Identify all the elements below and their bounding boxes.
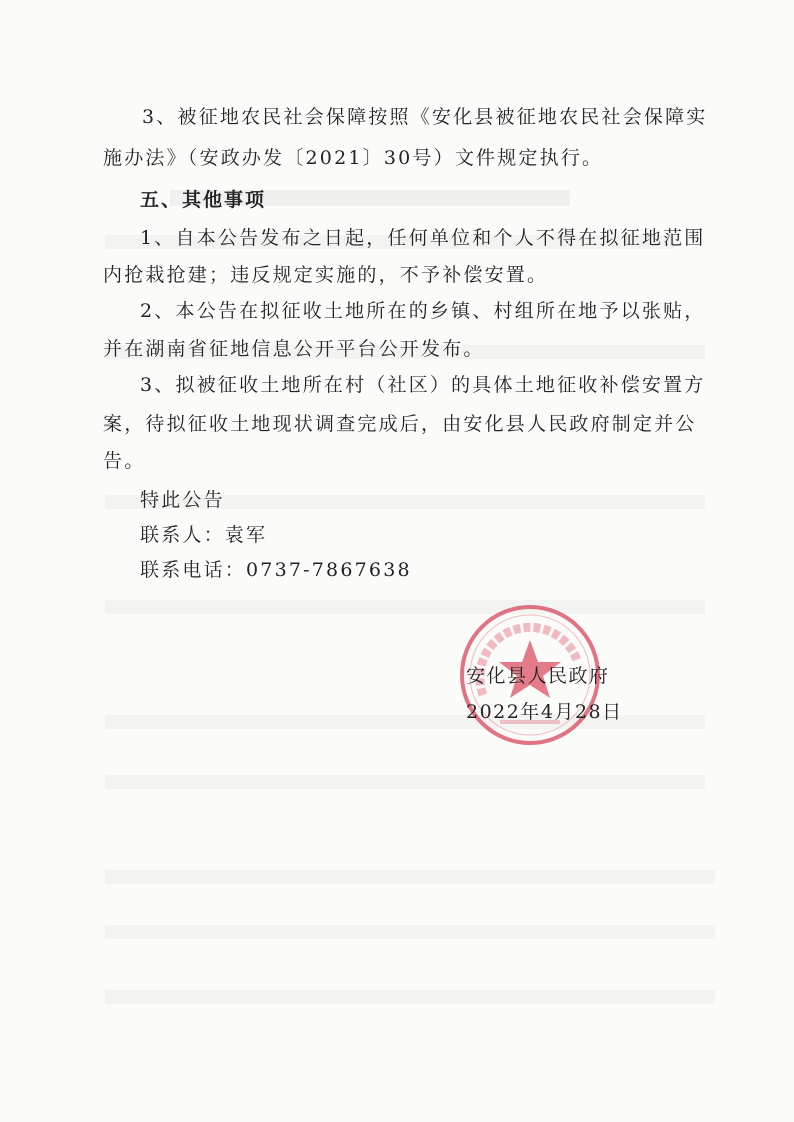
show-through-texture: [105, 775, 705, 789]
issuer-name: 安化县人民政府: [466, 665, 610, 687]
paragraph-line: 并在湖南省征地信息公开平台公开发布。: [103, 338, 485, 360]
section-heading: 五、其他事项: [140, 189, 267, 211]
show-through-texture: [105, 600, 705, 614]
contact-phone: 联系电话：0737-7867638: [140, 559, 412, 581]
show-through-texture: [105, 870, 715, 884]
closing-notice: 特此公告: [140, 489, 225, 511]
paragraph-line: 告。: [103, 450, 146, 472]
paragraph-line: 2、本公告在拟征收土地所在的乡镇、村组所在地予以张贴，: [140, 300, 706, 322]
issue-date: 2022年4月28日: [466, 701, 623, 723]
paragraph-line: 1、自本公告发布之日起，任何单位和个人不得在拟征地范围: [140, 227, 706, 249]
paragraph-line: 内抢栽抢建；违反规定实施的，不予补偿安置。: [103, 264, 549, 286]
show-through-texture: [105, 925, 715, 939]
paragraph-line: 案，待拟征收土地现状调查完成后，由安化县人民政府制定并公: [103, 413, 697, 435]
contact-person: 联系人：袁军: [140, 524, 268, 546]
show-through-texture: [105, 990, 715, 1004]
paragraph-line: 3、被征地农民社会保障按照《安化县被征地农民社会保障实: [142, 106, 708, 128]
paragraph-line: 施办法》（安政办发〔2021〕30号）文件规定执行。: [103, 147, 604, 169]
paragraph-line: 3、拟被征收土地所在村（社区）的具体土地征收补偿安置方: [140, 374, 706, 396]
